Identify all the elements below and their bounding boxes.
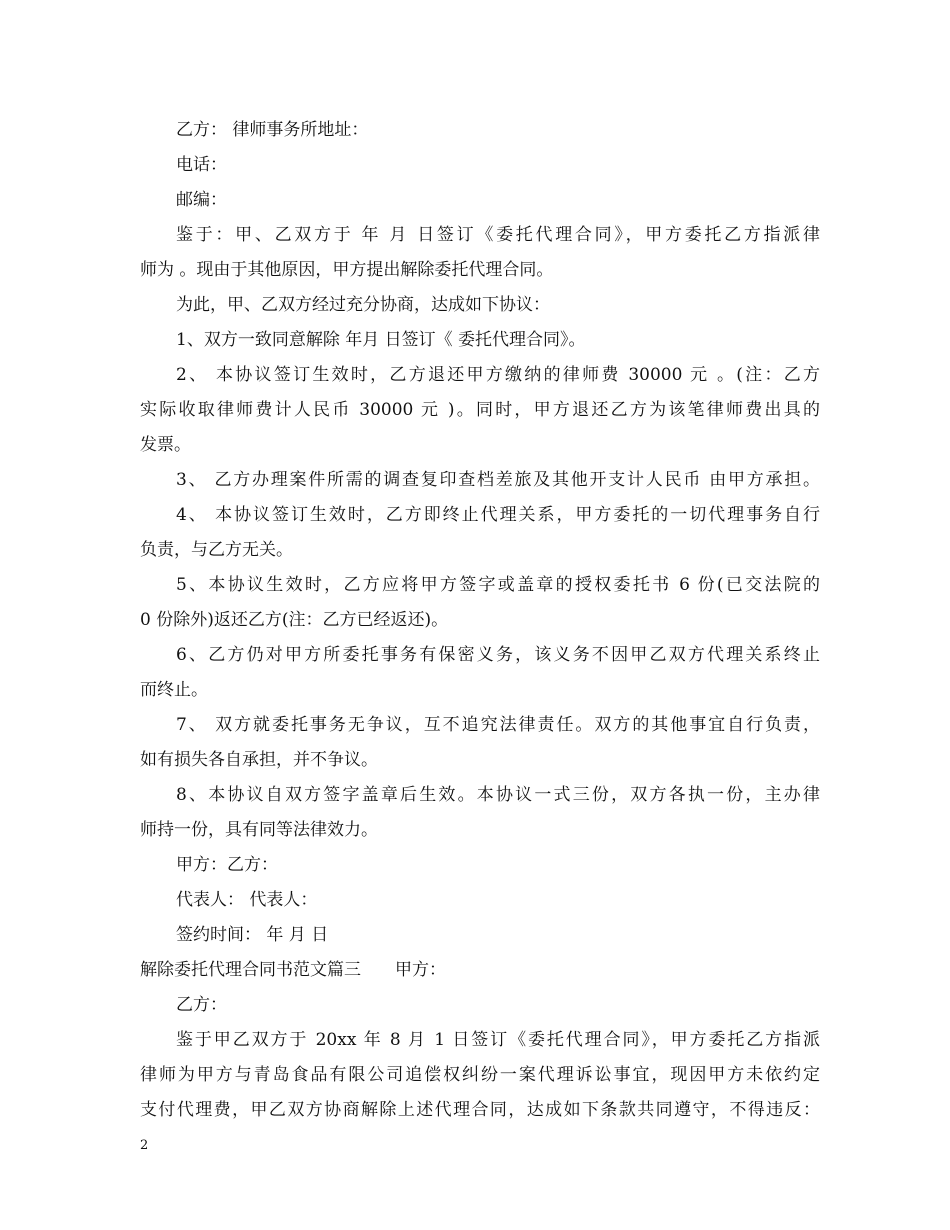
clause-5: 5、本协议生效时，乙方应将甲方签字或盖章的授权委托书 6 份(已交法院的 — [176, 575, 820, 595]
postcode-line: 邮编： — [176, 190, 227, 210]
paragraph-line: 律师为甲方与青岛食品有限公司追偿权纠纷一案代理诉讼事宜，现因甲方未依约定 — [140, 1065, 820, 1085]
party-b-line: 乙方： — [176, 995, 227, 1015]
section-heading: 解除委托代理合同书范文篇三 甲方： — [140, 960, 446, 980]
clause-1: 1、双方一致同意解除 年月 日签订《 委托代理合同》。 — [176, 330, 586, 350]
party-b-address-line: 乙方： 律师事务所地址： — [176, 120, 369, 140]
clause-8: 8、本协议自双方签字盖章后生效。本协议一式三份，双方各执一份，主办律 — [176, 785, 820, 805]
clause-8-cont: 师持一份，具有同等法律效力。 — [140, 820, 378, 840]
signing-date: 签约时间： 年 月 日 — [176, 925, 329, 945]
signature-representatives: 代表人： 代表人： — [176, 890, 318, 910]
clause-2-cont: 发票。 — [140, 435, 191, 455]
clause-2-cont: 实际收取律师费计人民币 30000 元 )。同时，甲方退还乙方为该笔律师费出具的 — [140, 400, 820, 420]
clause-6-cont: 而终止。 — [140, 680, 208, 700]
phone-line: 电话： — [176, 155, 227, 175]
page-number: 2 — [140, 1138, 149, 1153]
clause-7: 7、 双方就委托事务无争议，互不追究法律责任。双方的其他事宜自行负责， — [176, 715, 820, 735]
clause-6: 6、乙方仍对甲方所委托事务有保密义务，该义务不因甲乙双方代理关系终止 — [176, 645, 820, 665]
clause-2: 2、 本协议签订生效时，乙方退还甲方缴纳的律师费 30000 元 。(注：乙方 — [176, 365, 820, 385]
clause-4: 4、 本协议签订生效时，乙方即终止代理关系，甲方委托的一切代理事务自行 — [176, 505, 820, 525]
clause-3: 3、 乙方办理案件所需的调查复印查档差旅及其他开支计人民币 由甲方承担。 — [176, 470, 820, 490]
paragraph-line: 师为 。现由于其他原因，甲方提出解除委托代理合同。 — [140, 260, 554, 280]
paragraph-line: 鉴于甲乙双方于 20xx 年 8 月 1 日签订《委托代理合同》，甲方委托乙方指派 — [176, 1030, 820, 1050]
clause-7-cont: 如有损失各自承担，并不争议。 — [140, 750, 378, 770]
signature-parties: 甲方：乙方： — [176, 855, 278, 875]
clause-5-cont: 0 份除外)返还乙方(注：乙方已经返还)。 — [140, 610, 449, 630]
paragraph-line: 支付代理费，甲乙双方协商解除上述代理合同，达成如下条款共同遵守，不得违反： — [140, 1100, 820, 1120]
paragraph-line: 鉴于：甲、乙双方于 年 月 日签订《委托代理合同》，甲方委托乙方指派律 — [176, 225, 820, 245]
clause-4-cont: 负责，与乙方无关。 — [140, 540, 293, 560]
paragraph-line: 为此，甲、乙双方经过充分协商，达成如下协议： — [176, 295, 550, 315]
